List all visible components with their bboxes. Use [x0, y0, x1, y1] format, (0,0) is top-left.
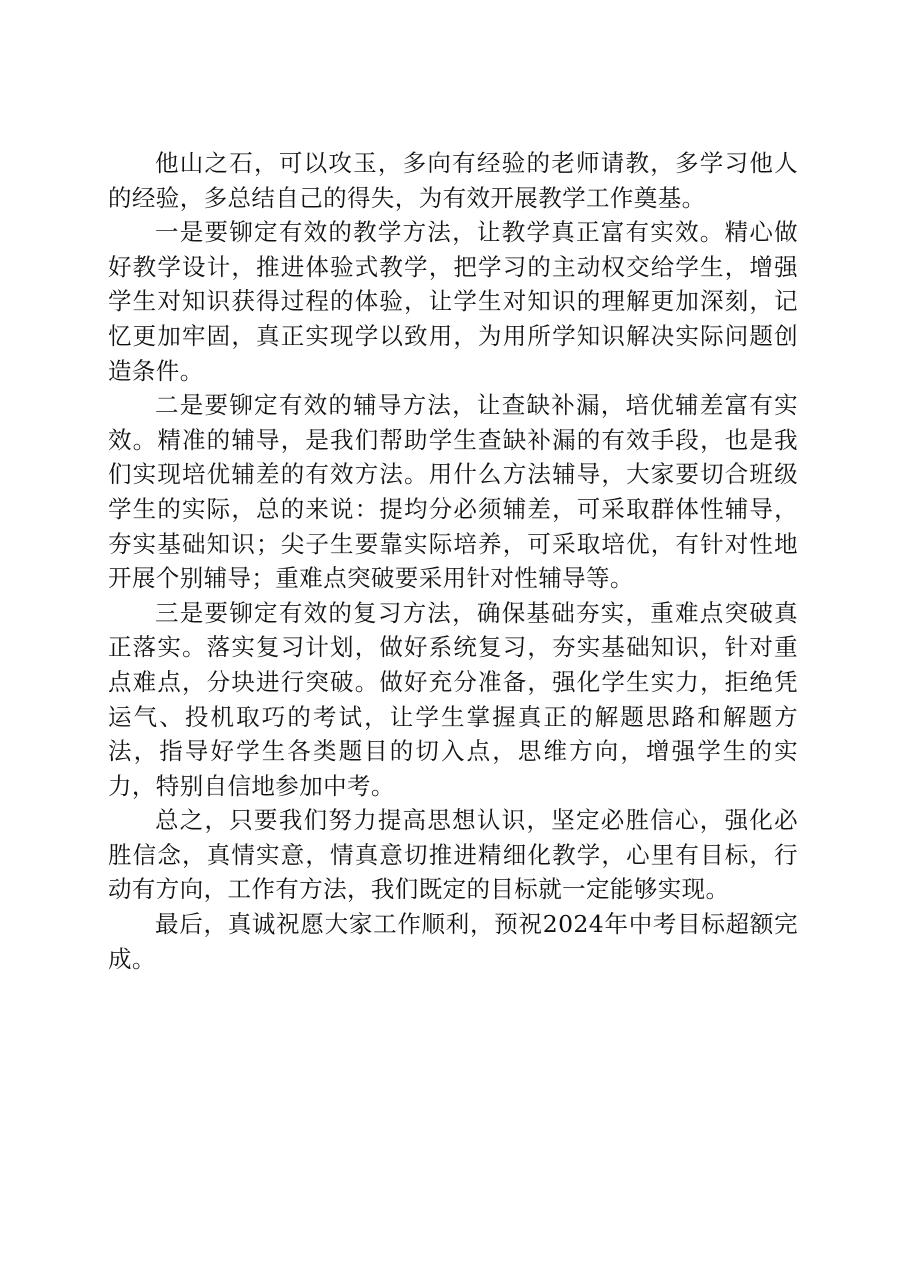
paragraph-advice: 他山之石，可以攻玉，多向有经验的老师请教，多学习他人的经验，多总结自己的得失，为有效开展教学工作奠基。: [108, 149, 798, 212]
paragraph-teaching-method: 一是要铆定有效的教学方法，让教学真正富有实效。精心做好教学设计，推进体验式教学，把学习的主动权交给学生，增强学生对知识获得过程的体验，让学生对知识的理解更加深刻，记忆更加牢固，真正实现学以致用，为用所学知识解决实际问题创造条件。: [108, 218, 798, 385]
paragraph-tutoring-method: 二是要铆定有效的辅导方法，让查缺补漏，培优辅差富有实效。精准的辅导，是我们帮助学生查缺补漏的有效手段，也是我们实现培优辅差的有效方法。用什么方法辅导，大家要切合班级学生的实际，总的来说：提均分必须辅差，可采取群体性辅导，夯实基础知识；尖子生要靠实际培养，可采取培优，有针对性地开展个别辅导；重难点突破要采用针对性辅导等。: [108, 391, 798, 593]
paragraph-conclusion: 总之，只要我们努力提高思想认识，坚定必胜信心，强化必胜信念，真情实意，情真意切推进精细化教学，心里有目标，行动有方向，工作有方法，我们既定的目标就一定能够实现。: [108, 806, 798, 904]
paragraph-review-method: 三是要铆定有效的复习方法，确保基础夯实，重难点突破真正落实。落实复习计划，做好系统复习，夯实基础知识，针对重点难点，分块进行突破。做好充分准备，强化学生实力，拒绝凭运气、投机取巧的考试，让学生掌握真正的解题思路和解题方法，指导好学生各类题目的切入点，思维方向，增强学生的实力，特别自信地参加中考。: [108, 598, 798, 800]
paragraph-closing-wishes: 最后，真诚祝愿大家工作顺利，预祝2024年中考目标超额完成。: [108, 910, 798, 973]
document-body: [108, 146, 798, 976]
